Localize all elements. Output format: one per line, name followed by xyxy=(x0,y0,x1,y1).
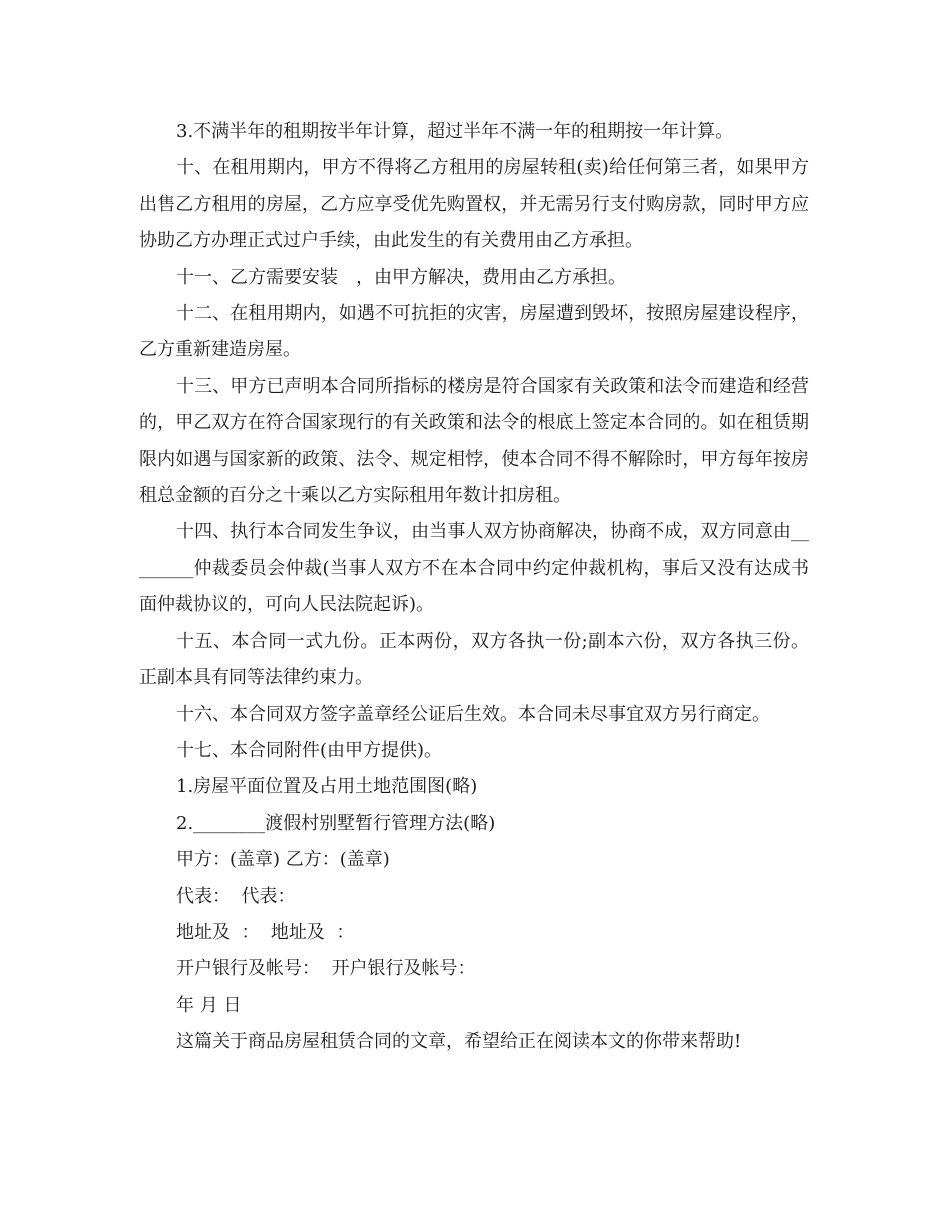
clause-rent-period-rule: 3.不满半年的租期按半年计算，超过半年不满一年的租期按一年计算。 xyxy=(176,121,734,142)
document-body xyxy=(139,114,809,1061)
signature-bank-accounts: 开户银行及帐号： 开户银行及帐号： xyxy=(176,958,476,980)
signature-representatives: 代表： 代表： xyxy=(176,885,296,907)
attachment-1: 1.房屋平面位置及占用土地范围图(略) xyxy=(176,776,478,798)
clause-15-copies: 十五、本合同一式九份。正本两份，双方各执一份;副本六份，双方各执三份。正副本具有同等法律约束力。 xyxy=(139,630,809,689)
clause-11-installation: 十一、乙方需要安装 ，由甲方解决，费用由乙方承担。 xyxy=(176,266,626,288)
signature-addresses: 地址及 ： 地址及 ： xyxy=(176,921,355,943)
signature-date: 年 月 日 xyxy=(176,994,242,1016)
attachment-2: 2.________渡假村别墅暂行管理方法(略) xyxy=(176,812,496,834)
closing-note: 这篇关于商品房屋租赁合同的文章，希望给正在阅读本文的你带来帮助! xyxy=(176,1031,742,1053)
clause-10-sublease: 十、在租用期内，甲方不得将乙方租用的房屋转租(卖)给任何第三者，如果甲方出售乙方租用的房屋，乙方应享受优先购置权，并无需另行支付购房款，同时甲方应协助乙方办理正式过户手续，由此发生的有关费用由乙方承担。 xyxy=(139,157,809,252)
clause-17-attachments: 十七、本合同附件(由甲方提供)。 xyxy=(176,739,443,761)
signature-seals: 甲方：(盖章) 乙方：(盖章) xyxy=(176,849,390,871)
clause-14-dispute: 十四、执行本合同发生争议，由当事人双方协商解决，协商不成，双方同意由________仲裁委员会仲裁(当事人双方不在本合同中约定仲裁机构，事后又没有达成书面仲裁协议的，可向人民法院起诉)。 xyxy=(139,521,809,616)
clause-13-policy: 十三、甲方已声明本合同所指标的楼房是符合国家有关政策和法令而建造和经营的，甲乙双方在符合国家现行的有关政策和法令的根底上签定本合同的。如在租赁期限内如遇与国家新的政策、法令、规定相悖，使本合同不得不解除时，甲方每年按房租总金额的百分之十乘以乙方实际租用年数计扣房租。 xyxy=(139,375,809,507)
clause-16-effect: 十六、本合同双方签字盖章经公证后生效。本合同未尽事宜双方另行商定。 xyxy=(176,703,770,725)
clause-12-force-majeure: 十二、在租用期内，如遇不可抗拒的灾害，房屋遭到毁坏，按照房屋建设程序，乙方重新建造房屋。 xyxy=(139,303,809,361)
